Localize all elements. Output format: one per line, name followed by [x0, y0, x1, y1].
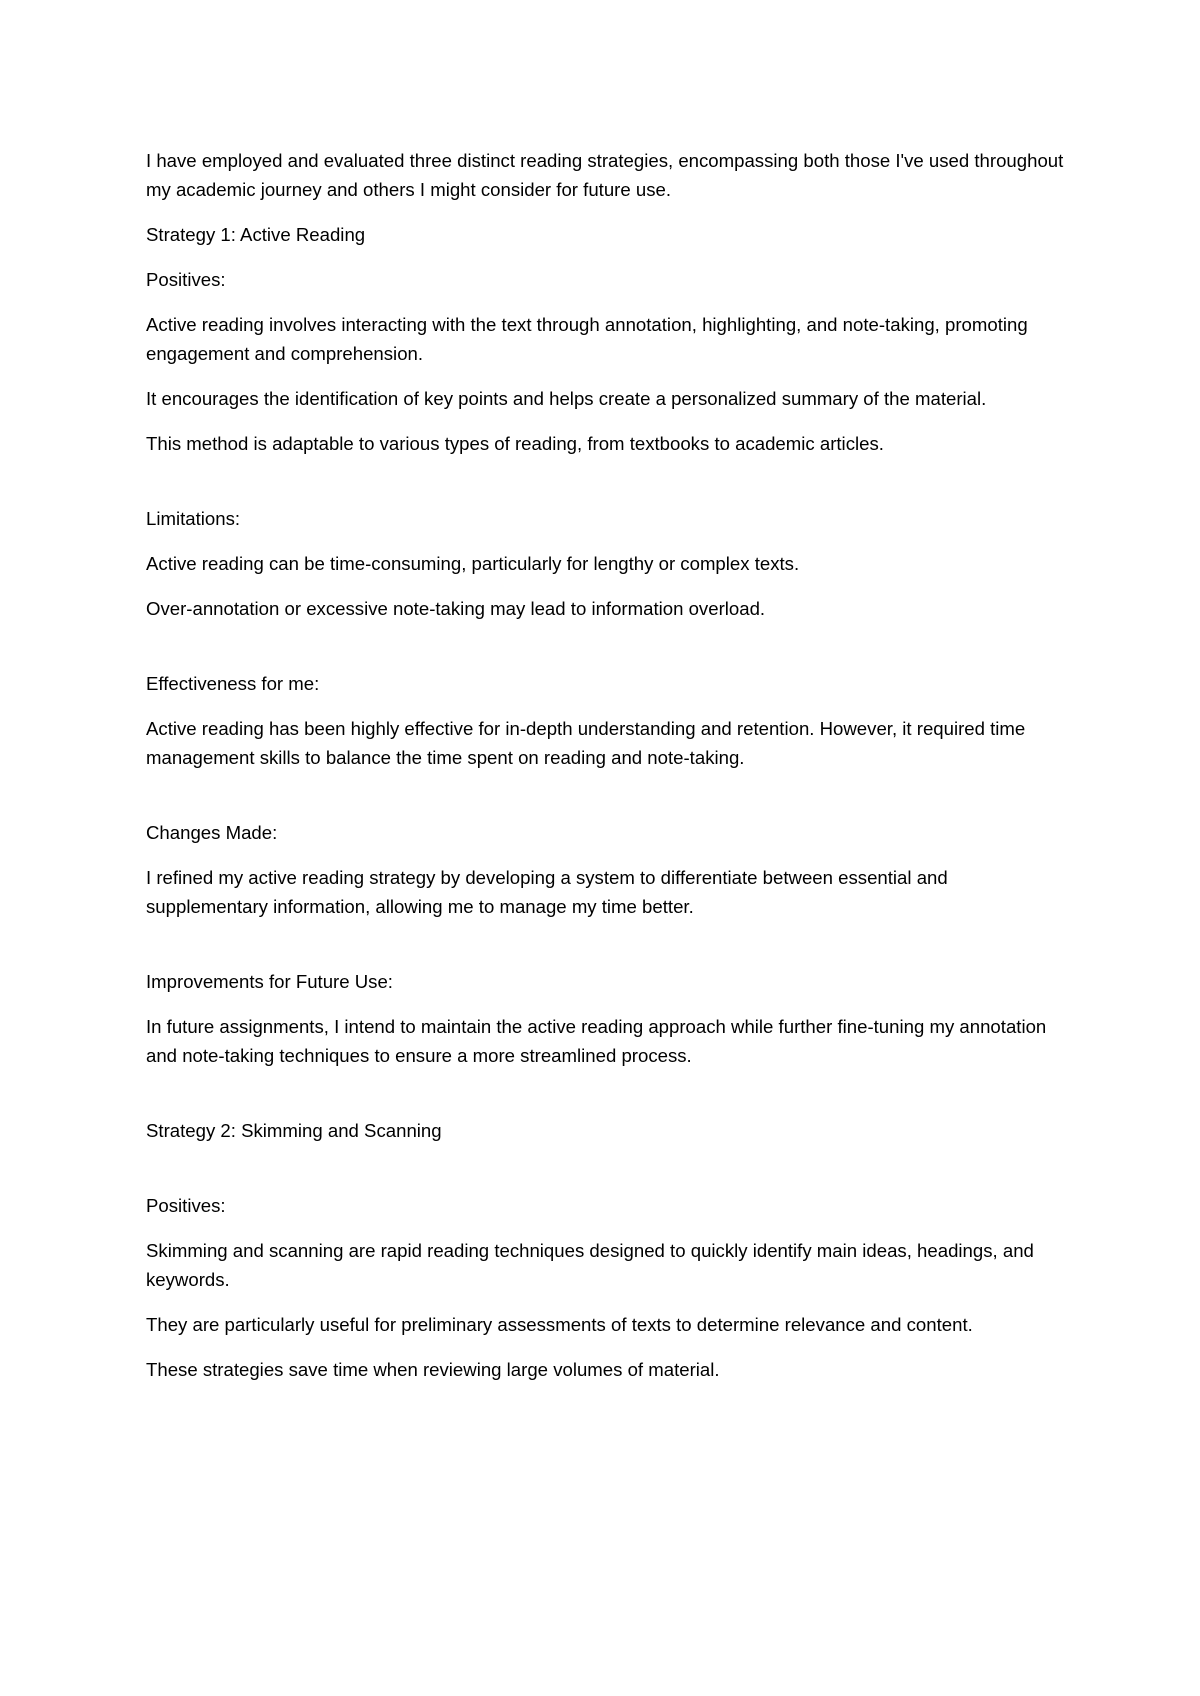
strategy-1-limitation-2: Over-annotation or excessive note-taking may lead to information overload.: [146, 598, 766, 619]
strategy-2-positives-heading: Positives:: [146, 1195, 226, 1216]
strategy-1-improvements: In future assignments, I intend to maintain the active reading approach while further fine-tuning my annotation and note-taking techniques to ensure a more streamlined process.: [146, 1016, 1047, 1066]
strategy-1-positive-3: This method is adaptable to various types of reading, from textbooks to academic articles.: [146, 433, 884, 454]
blank-line: [146, 788, 1066, 818]
intro-paragraph: I have employed and evaluated three distinct reading strategies, encompassing both those I've used throughout my academic journey and others I might consider for future use.: [146, 150, 1064, 200]
document-body: [146, 146, 1066, 1400]
blank-line: [146, 639, 1066, 669]
strategy-1-positive-1: Active reading involves interacting with the text through annotation, highlighting, and note-taking, promoting engagement and comprehension.: [146, 314, 1028, 364]
strategy-1-changes-heading: Changes Made:: [146, 822, 278, 843]
blank-line: [146, 474, 1066, 504]
strategy-1-limitation-1: Active reading can be time-consuming, particularly for lengthy or complex texts.: [146, 553, 800, 574]
strategy-2-positive-1: Skimming and scanning are rapid reading techniques designed to quickly identify main ideas, headings, and keywords.: [146, 1240, 1034, 1290]
strategy-2-positive-2: They are particularly useful for preliminary assessments of texts to determine relevance and content.: [146, 1314, 973, 1335]
blank-line: [146, 1161, 1066, 1191]
strategy-1-limitations-heading: Limitations:: [146, 508, 241, 529]
strategy-1-title: Strategy 1: Active Reading: [146, 224, 366, 245]
strategy-1-positive-2: It encourages the identification of key points and helps create a personalized summary of the material.: [146, 388, 987, 409]
strategy-2-title: Strategy 2: Skimming and Scanning: [146, 1120, 442, 1141]
strategy-2-positive-3: These strategies save time when reviewing large volumes of material.: [146, 1359, 720, 1380]
blank-line: [146, 1086, 1066, 1116]
strategy-1-positives-heading: Positives:: [146, 269, 226, 290]
strategy-1-effectiveness-heading: Effectiveness for me:: [146, 673, 320, 694]
strategy-1-effectiveness: Active reading has been highly effective for in-depth understanding and retention. However, it required time management skills to balance the time spent on reading and note-taking.: [146, 718, 1026, 768]
blank-line: [146, 937, 1066, 967]
strategy-1-changes: I refined my active reading strategy by developing a system to differentiate between essential and supplementary information, allowing me to manage my time better.: [146, 867, 948, 917]
strategy-1-improvements-heading: Improvements for Future Use:: [146, 971, 393, 992]
